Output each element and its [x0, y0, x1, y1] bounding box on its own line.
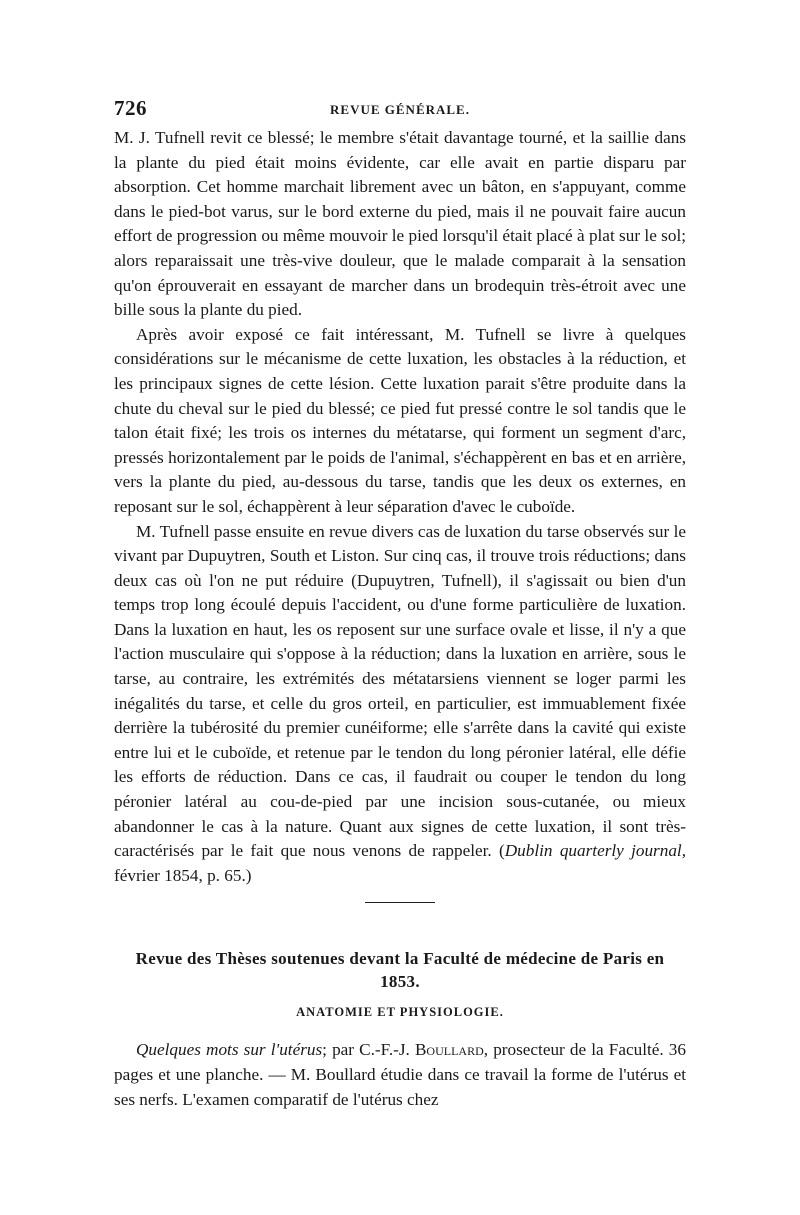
section-divider [365, 902, 435, 903]
review-author: Boullard [414, 1040, 484, 1060]
review-work-title: Quelques mots sur l'utérus [136, 1040, 323, 1060]
paragraph-3-text: M. Tufnell passe ensuite en revue divers cas de luxation du tarse observés sur le vivant par Dupuytren, South et Liston. Sur cinq cas, il trouve trois réductions; dans deux cas où l'on ne put réduire (Dupuytren, Tufnell), il s'agissait ou bien d'un temps trop long écoulé depuis l'accident, ou d'une forme particulière de luxation. Dans la luxation en haut, les os reposent sur une surface ovale et lisse, il n'y a que l'action musculaire qui s'oppose à la réduction; dans la luxation en arrière, sous le tarse, au contraire, les extrémités des métatarsiens viennent se loger parmi les inégalités du tarse, et celle du gros orteil, en particulier, est immuablement fixée derrière la tubérosité du premier cunéiforme; elle s'arrête dans la cavité qui existe entre lui et le cuboïde, et retenue par le tendon du long péronier latéral, elle défie les efforts de réduction. Dans ce cas, il faudrait ou couper le tendon du long péronier latéral au cou-de-pied par une incision sous-cutanée, ou mieux abandonner le cas à la nature. Quant aux signes de cette luxation, il sont très-caractérisés par le fait que nous venons de rappeler. [114, 521, 686, 861]
paragraph-2: Après avoir exposé ce fait intéressant, M. Tufnell se livre à quelques considérations sur le mécanisme de cette luxation, les obstacles à la réduction, et les principaux signes de cette lésion. Cette luxation parait s'être produite dans la chute du cheval sur le pied du blessé; ce pied fut pressé contre le sol tandis que le talon était fixé; les trois os internes du métatarse, qui forment un segment d'arc, pressés horizontalement par le poids de l'animal, s'échappèrent en bas et en arrière, vers la plante du pied, au-dessous du tarse, tandis que les deux os externes, en reposant sur le sol, échappèrent à leur séparation d'avec le cuboïde. [114, 324, 686, 516]
citation-open: ( [491, 841, 505, 861]
paragraph-3 [114, 520, 686, 889]
review-paragraph [114, 1038, 686, 1112]
review-by: ; par C.-F.-J. [322, 1040, 415, 1060]
citation-journal: Dublin quarterly journal, [504, 841, 687, 861]
page-number: 726 [114, 96, 147, 120]
running-title: REVUE GÉNÉRALE. [330, 102, 470, 117]
section-title: Revue des Thèses soutenues devant la Faculté de médecine de Paris en 1853. [135, 949, 665, 992]
citation-tail: février 1854, p. 65.) [114, 865, 252, 885]
section-subtitle: ANATOMIE ET PHYSIOLOGIE. [296, 1005, 504, 1020]
running-head [114, 96, 686, 126]
paragraph-1: M. J. Tufnell revit ce blessé; le membre s'était davantage tourné, et la saillie dans la plante du pied était moins évidente, car elle avait en partie disparu par absorption. Cet homme marchait librement avec un bâton, en s'appuyant, comme dans le pied-bot varus, sur le bord externe du pied, mais il ne pouvait faire aucun effort de progression ou même mouvoir le pied lorsqu'il était placé à plat sur le sol; alors reparaissait une très-vive douleur, que le malade comparait à la sensation qu'on éprouverait en essayant de marcher dans un brodequin très-étroit avec une bille sous la plante du pied. [114, 128, 686, 320]
thesis-review [114, 1038, 686, 1112]
book-page [114, 96, 686, 1112]
review-rest: , prosecteur de la Faculté. 36 pages et une planche. — M. Boullard étudie dans ce travail la forme de l'utérus et ses nerfs. L'examen comparatif de l'utérus chez [114, 1040, 686, 1109]
article-body [114, 126, 686, 888]
